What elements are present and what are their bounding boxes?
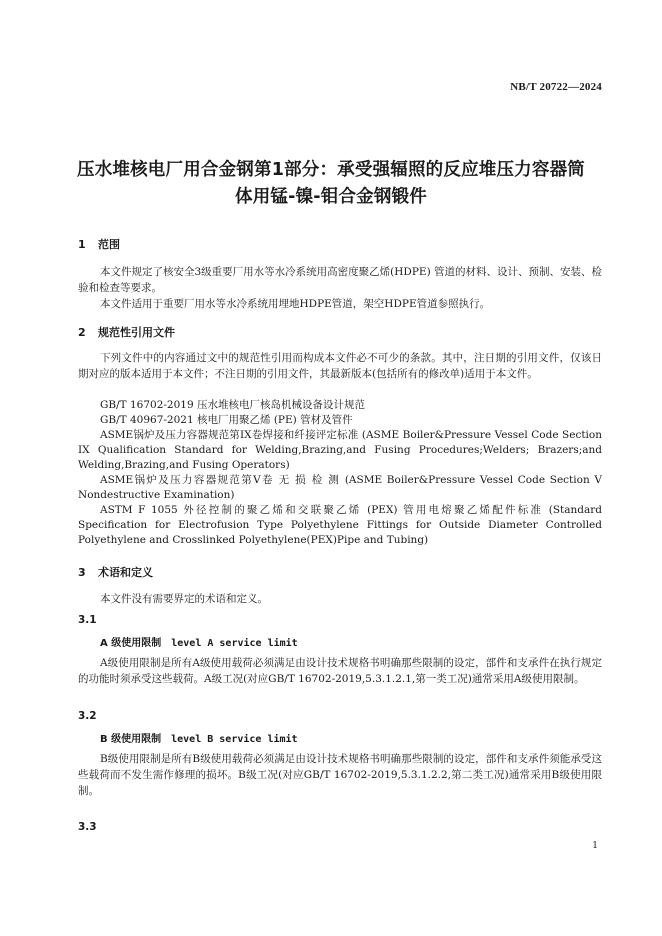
term-title [100, 634, 298, 649]
document-title [60, 157, 602, 211]
reference-item: ASME锅炉及压力容器规范第IX卷焊接和纤接评定标准 (ASME Boiler&Pressure Vessel Code Section IX Qualification Standard for Welding,Brazing,and Fusing Procedures;Welders; Brazers;and Welding,Brazing,and Fusing Operators) [78, 429, 602, 471]
term-name-zh: A 级使用限制 [100, 638, 162, 649]
scope-paragraph-1: 本文件规定了核安全3级重要厂用水等水冷系统用高密度聚乙烯(HDPE) 管道的材料、设计、预制、安装、检验和检查等要求。 [78, 266, 603, 294]
term-number: 3.3 [78, 821, 97, 833]
term-definition: A级使用限制是所有A级使用载荷必须满足由设计技术规格书明确那些限制的设定，部件和支承件在执行规定的功能时须承受这些载荷。A级工况(对应GB/T 16702-2019,5.3.1.2.1,第一类工况)通常采用A级使用限制。 [78, 657, 602, 685]
section-number: 2 [78, 326, 86, 339]
title-line-2: 体用锰-镍-钼合金钢锻件 [235, 187, 427, 207]
page-number: 1 [592, 841, 598, 851]
section-number: 3 [78, 566, 86, 579]
reference-item: ASTM F 1055 外径控制的聚乙烯和交联聚乙烯 (PEX) 管用电熔聚乙烯配件标准 (Standard Specification for Electrofusion Type Polyethylene Fittings for Outside Diameter Controlled Polyethylene and Crosslinked Polyethylene(PEX)Pipe and Tubing) [78, 504, 602, 546]
standard-code: NB/T 20722—2024 [510, 81, 602, 93]
scope-paragraph-2: 本文件适用于重要厂用水等水冷系统用埋地HDPE管道，架空HDPE管道参照执行。 [100, 298, 491, 310]
term-number: 3.1 [78, 614, 97, 626]
reference-item: GB/T 16702-2019 压水堆核电厂核岛机械设备设计规范 [100, 399, 365, 411]
term-number: 3.2 [78, 710, 97, 722]
term-title [100, 730, 298, 745]
section-title: 范围 [98, 238, 120, 251]
term-name-zh: B 级使用限制 [100, 734, 162, 745]
title-line-1: 压水堆核电厂用合金钢第1部分：承受强辐照的反应堆压力容器筒 [77, 160, 585, 180]
term-name-en: level B service limit [171, 734, 298, 745]
term-name-en: level A service limit [171, 638, 298, 649]
normative-intro: 下列文件中的内容通过文中的规范性引用而构成本文件必不可少的条款。其中，注日期的引用文件，仅该日期对应的版本适用于本文件；不注日期的引用文件，其最新版本(包括所有的修改单)适用于本文件。 [78, 352, 602, 380]
section-title: 术语和定义 [98, 566, 153, 579]
term-definition: B级使用限制是所有B级使用载荷必须满足由设计技术规格书明确那些限制的设定，部件和支承件须能承受这些载荷而不发生需作修理的损坏。B级工况(对应GB/T 16702-2019,5.3.1.2.2,第二类工况)通常采用B级使用限制。 [78, 753, 602, 797]
section-number: 1 [78, 238, 86, 251]
section-heading-scope [78, 238, 120, 252]
reference-item: ASME锅炉及压力容器规范第V卷 无 损 检 测 (ASME Boiler&Pressure Vessel Code Section V Nondestructive Examination) [78, 474, 602, 501]
terms-intro: 本文件没有需要界定的术语和定义。 [100, 593, 268, 605]
section-title: 规范性引用文件 [98, 326, 175, 339]
section-heading-terms [78, 566, 153, 580]
reference-item: GB/T 40967-2021 核电厂用聚乙烯 (PE) 管材及管件 [100, 414, 353, 426]
section-heading-normative-references [78, 326, 175, 340]
